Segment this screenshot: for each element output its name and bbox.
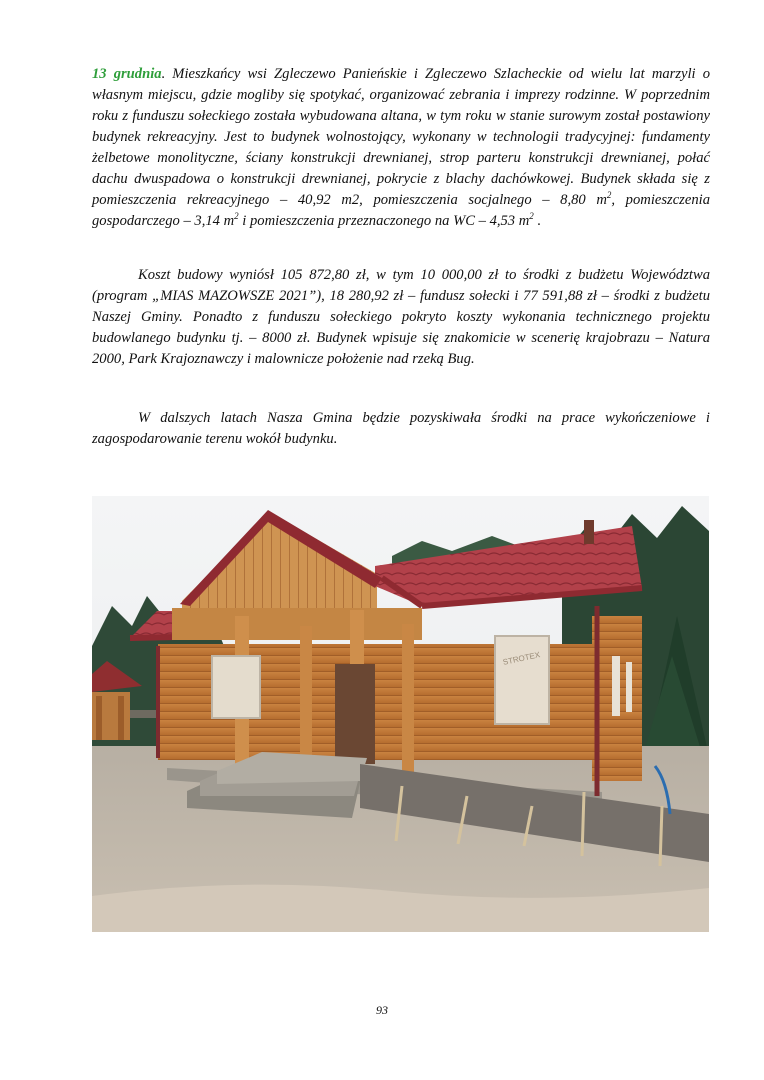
superscript: 2: [529, 211, 534, 222]
paragraph-cost: Koszt budowy wyniósł 105 872,80 zł, w tym 10 000,00 zł to środki z budżetu Województwa (program „MIAS MAZOWSZE 2021”), 18 280,92 zł – fundusz sołecki i 77 591,88 zł – środki z budżetu Naszej Gminy. Ponadto z funduszu sołeckiego pokryto koszty wykonania technicznego projektu budowlanego budynku tj. – 8000 zł. Budynek wpisuje się znakomicie w scenerię krajobrazu – Natura 2000, Park Krajoznawczy i malownicze położenie nad rzeką Bug.: [92, 267, 710, 367]
wrap-sign-text: STROTEX: [502, 650, 541, 667]
paragraph-intro: [92, 64, 710, 232]
page-number: 93: [376, 1003, 388, 1017]
paragraph-intro-text: . Mieszkańcy wsi Zgleczewo Panieńskie i Zgleczewo Szlacheckie od wielu lat marzyli o własnym miejscu, gdzie mogliby się spotykać, organizować zebrania i imprezy rodzinne. W poprzednim roku z funduszu sołeckiego została wybudowana altana, w tym roku w stanie surowym został postawiony budynek rekreacyjny. Jest to budynek wolnostojący, wykonany w technologii tradycyjnej: fundamenty żelbetowe monolityczne, ściany konstrukcji drewnianej, strop parteru konstrukcji drewnianej, połać dachu dwuspadowa o konstrukcji drewnianej, pokrycie z blachy dachówkowej. Budynek składa się z pomieszczenia rekreacyjnego – 40,92 m2, pomieszczenia socjalnego – 8,80 m: [92, 66, 710, 208]
paragraph-intro-end: .: [533, 213, 542, 229]
date-label: 13 grudnia: [92, 66, 162, 82]
superscript: 2: [234, 211, 239, 222]
paragraph-intro-tail-b: i pomieszczenia przeznaczonego na WC – 4,53 m: [238, 213, 530, 229]
paragraph-future: W dalszych latach Nasza Gmina będzie pozyskiwała środki na prace wykończeniowe i zagospodarowanie terenu wokół budynku.: [92, 410, 710, 447]
paragraph-intro-tail-a: , pomieszczenia gospodarczego – 3,14 m: [92, 192, 710, 229]
superscript: 2: [606, 190, 612, 201]
building-photo: [92, 496, 709, 932]
building-photo-illustration: [92, 496, 709, 932]
